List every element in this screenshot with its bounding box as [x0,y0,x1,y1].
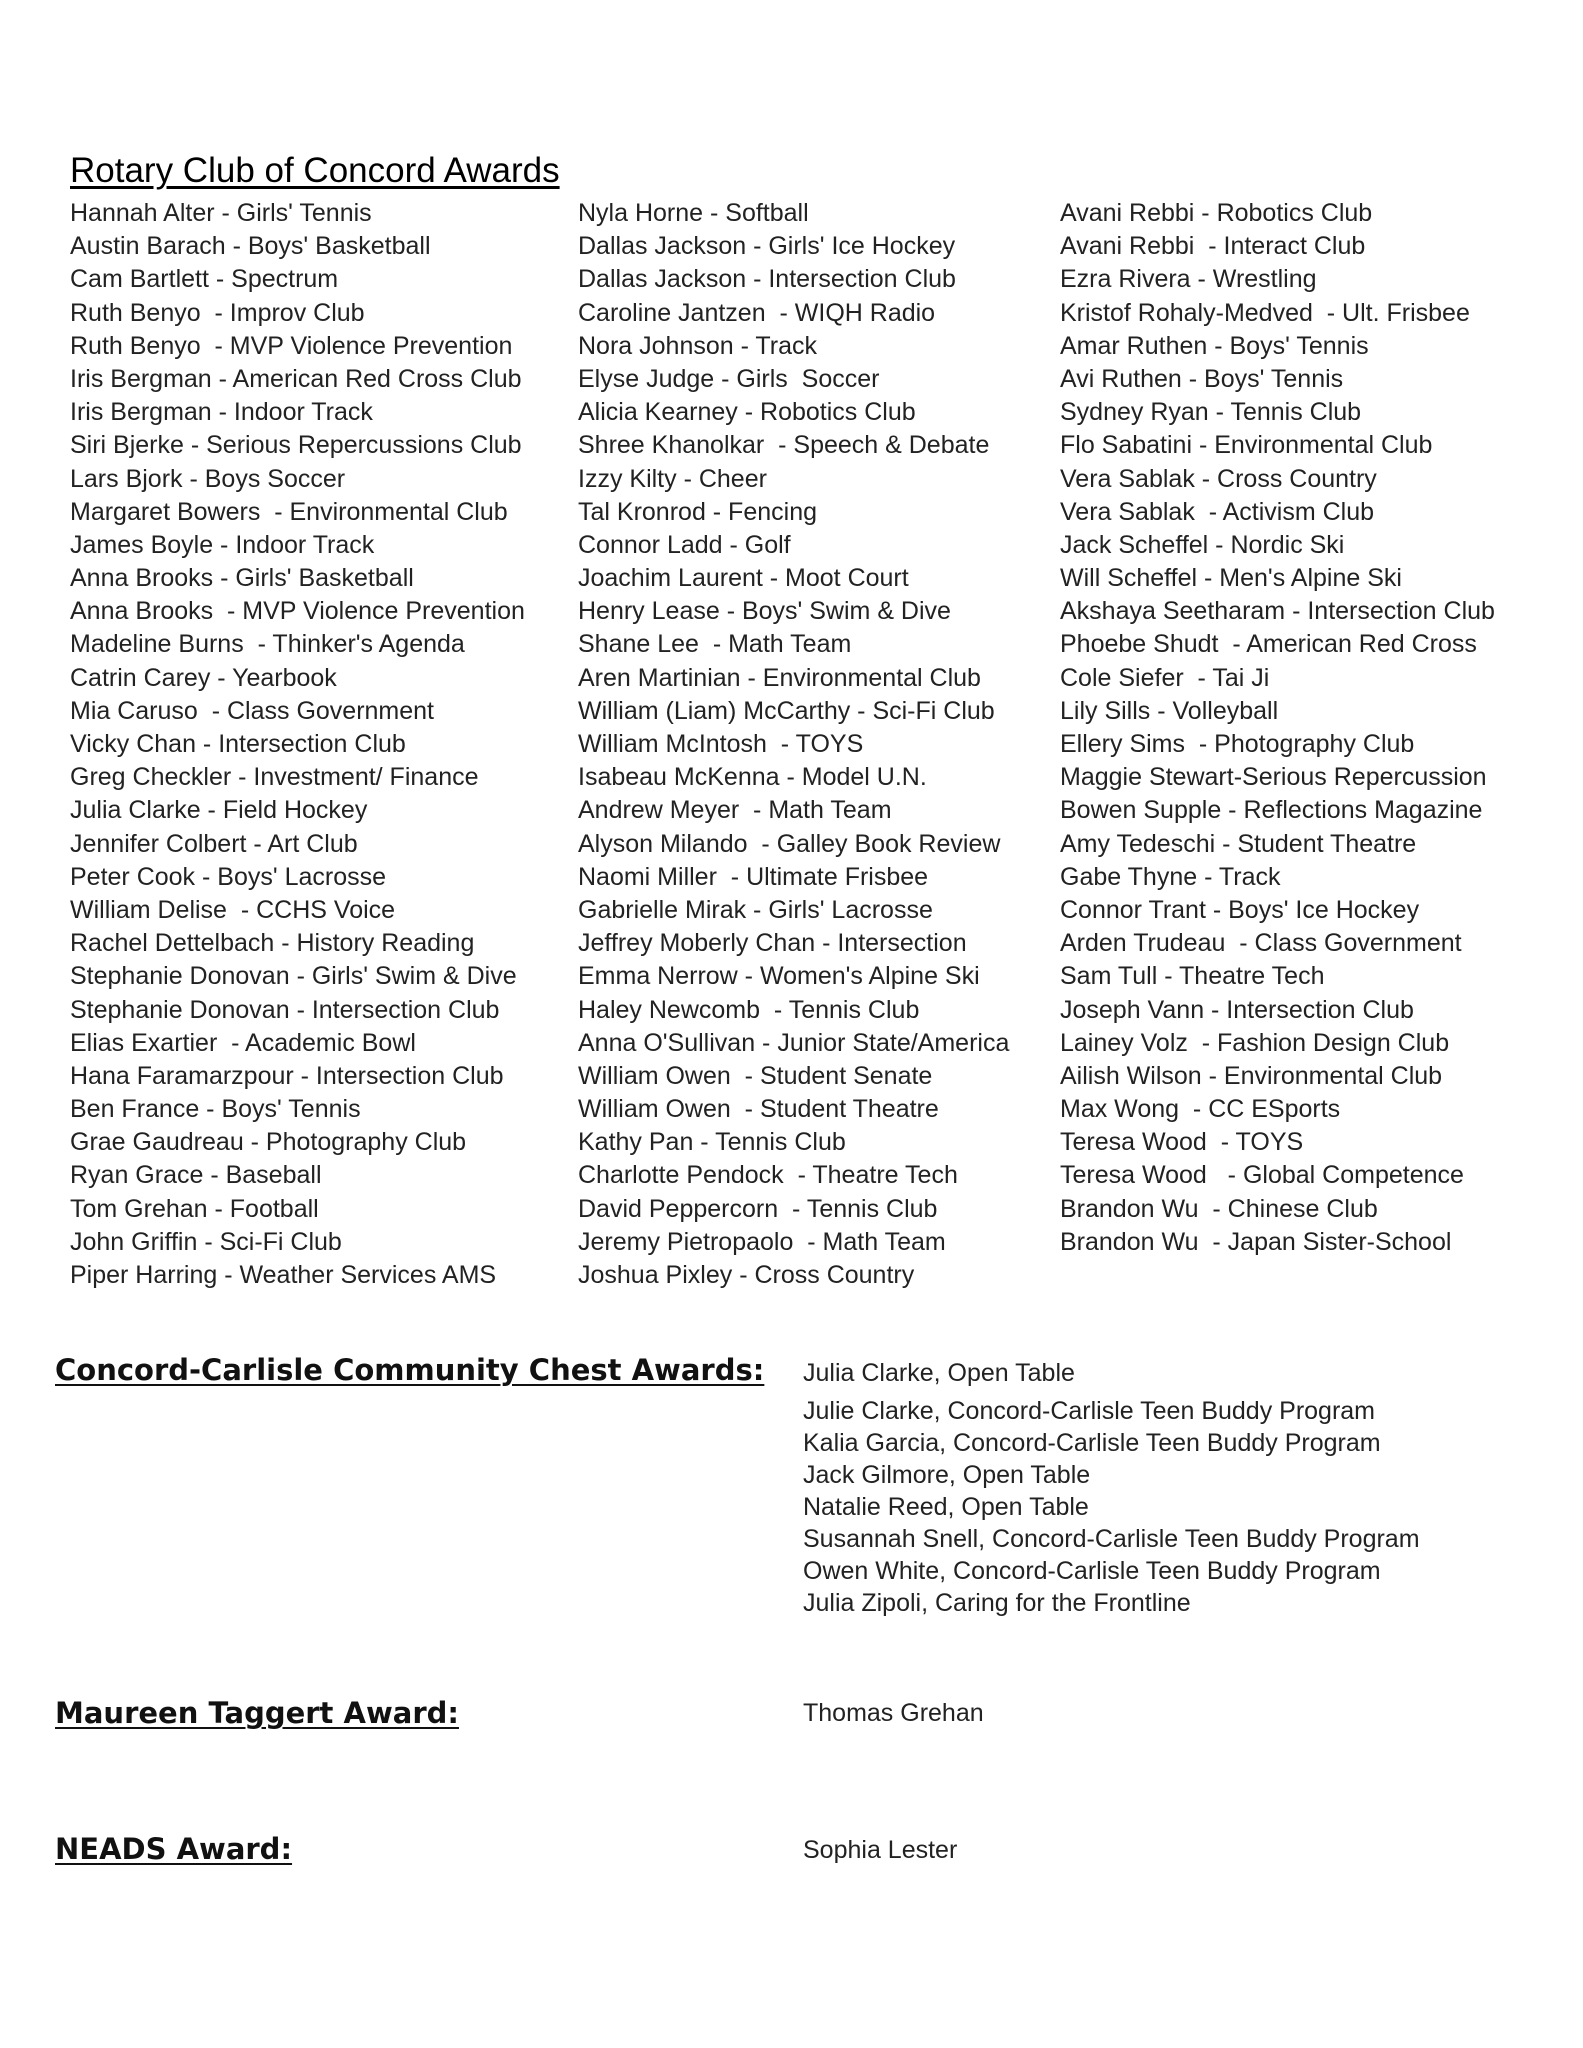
rotary-award-entry: Nyla Horne - Softball [578,199,809,227]
rotary-award-entry: Bowen Supple - Reflections Magazine [1060,796,1483,825]
maureen-taggert-recipient-list [803,1697,984,1729]
rotary-award-entry: Peter Cook - Boys' Lacrosse [70,862,387,891]
rotary-award-entry: Joshua Pixley - Cross Country [578,1261,915,1289]
rotary-award-entry: Avani Rebbi - Interact Club [1060,232,1366,261]
rotary-award-entry: Izzy Kilty - Cheer [578,464,767,493]
recipient-item: Susannah Snell, Concord-Carlisle Teen Buddy Program [803,1525,1420,1553]
rotary-award-entry: Hana Faramarzpour - Intersection Club [70,1061,504,1090]
rotary-award-entry: Lars Bjork - Boys Soccer [70,464,346,493]
rotary-award-entry: Elyse Judge - Girls Soccer [578,364,880,393]
rotary-award-entry: Vera Sablak - Activism Club [1060,497,1375,526]
rotary-award-entry: Ben France - Boys' Tennis [70,1095,361,1124]
rotary-award-entry: Grae Gaudreau - Photography Club [70,1128,467,1157]
rotary-award-entry: Stephanie Donovan - Girls' Swim & Dive [70,962,517,991]
rotary-award-entry: Will Scheffel - Men's Alpine Ski [1060,564,1402,593]
rotary-awards-title: Rotary Club of Concord Awards [70,151,560,190]
rotary-award-entry: Avi Ruthen - Boys' Tennis [1060,364,1344,393]
rotary-award-entry: Jack Scheffel - Nordic Ski [1060,530,1345,559]
rotary-award-entry: Shree Khanolkar - Speech & Debate [578,431,990,460]
recipient-item: Julia Clarke, Open Table [803,1359,1075,1387]
rotary-award-entry: William McIntosh - TOYS [578,730,864,758]
rotary-award-entry: Teresa Wood - Global Competence [1060,1161,1464,1190]
rotary-award-entry: Anna O'Sullivan - Junior State/America [578,1028,1010,1057]
rotary-award-entry: Phoebe Shudt - American Red Cross [1060,630,1477,659]
rotary-award-entry: Ezra Rivera - Wrestling [1060,265,1317,294]
rotary-award-entry: Greg Checkler - Investment/ Finance [70,763,479,792]
recipient-item: Natalie Reed, Open Table [803,1493,1089,1521]
rotary-award-entry: Jennifer Colbert - Art Club [70,829,358,858]
recipient-item: Owen White, Concord-Carlisle Teen Buddy Program [803,1557,1381,1585]
rotary-award-entry: Sam Tull - Theatre Tech [1060,962,1325,991]
rotary-award-entry: James Boyle - Indoor Track [70,530,375,559]
recipient-item: Sophia Lester [803,1836,958,1864]
rotary-award-entry: Emma Nerrow - Women's Alpine Ski [578,962,980,991]
rotary-award-entry: Avani Rebbi - Robotics Club [1060,199,1373,227]
rotary-award-entry: Caroline Jantzen - WIQH Radio [578,298,936,327]
rotary-award-entry: William (Liam) McCarthy - Sci-Fi Club [578,696,995,725]
recipient-item: Thomas Grehan [803,1699,984,1727]
rotary-column-1 [70,197,525,1292]
rotary-column-3 [1060,197,1495,1259]
rotary-award-entry: Anna Brooks - MVP Violence Prevention [70,597,525,626]
community-chest-first-recipient [803,1357,1075,1389]
rotary-award-entry: Cole Siefer - Tai Ji [1060,663,1270,692]
rotary-award-entry: Joseph Vann - Intersection Club [1060,995,1414,1024]
rotary-award-entry: Maggie Stewart-Serious Repercussion [1060,763,1487,792]
rotary-award-entry: Brandon Wu - Japan Sister-School [1060,1227,1452,1256]
recipient-item: Jack Gilmore, Open Table [803,1461,1091,1489]
rotary-award-entry: Joachim Laurent - Moot Court [578,564,909,593]
rotary-award-entry: Jeffrey Moberly Chan - Intersection [578,929,967,958]
rotary-award-entry: Stephanie Donovan - Intersection Club [70,995,500,1024]
rotary-award-entry: Tom Grehan - Football [70,1194,319,1223]
rotary-award-entry: Austin Barach - Boys' Basketball [70,232,431,261]
rotary-award-entry: Ruth Benyo - Improv Club [70,298,365,327]
rotary-award-entry: Rachel Dettelbach - History Reading [70,929,475,958]
rotary-award-entry: Dallas Jackson - Intersection Club [578,265,956,294]
rotary-award-entry: Ellery Sims - Photography Club [1060,730,1415,758]
rotary-award-entry: Alyson Milando - Galley Book Review [578,829,1001,858]
rotary-column-2 [578,197,1009,1292]
rotary-award-entry: Akshaya Seetharam - Intersection Club [1060,597,1495,626]
rotary-award-entry: Haley Newcomb - Tennis Club [578,995,920,1024]
neads-recipient-list [803,1834,957,1866]
rotary-award-entry: Henry Lease - Boys' Swim & Dive [578,597,951,626]
rotary-award-entry: Lily Sills - Volleyball [1060,696,1279,725]
rotary-award-entry: William Owen - Student Senate [578,1061,933,1090]
rotary-award-entry: Piper Harring - Weather Services AMS [70,1261,497,1289]
maureen-taggert-heading: Maureen Taggert Award: [55,1696,459,1730]
rotary-award-entry: Vera Sablak - Cross Country [1060,464,1377,493]
rotary-award-entry: Julia Clarke - Field Hockey [70,796,368,825]
rotary-award-entry: Amy Tedeschi - Student Theatre [1060,829,1417,858]
rotary-award-entry: Jeremy Pietropaolo - Math Team [578,1227,946,1256]
community-chest-recipient-list [803,1395,1420,1619]
community-chest-heading: Concord-Carlisle Community Chest Awards: [55,1353,765,1387]
rotary-award-entry: Gabrielle Mirak - Girls' Lacrosse [578,895,933,924]
rotary-award-entry: Dallas Jackson - Girls' Ice Hockey [578,232,956,261]
rotary-award-entry: Ryan Grace - Baseball [70,1161,322,1190]
rotary-award-entry: Charlotte Pendock - Theatre Tech [578,1161,958,1190]
rotary-award-entry: Iris Bergman - Indoor Track [70,398,373,427]
rotary-award-entry: Madeline Burns - Thinker's Agenda [70,630,465,659]
rotary-award-entry: Cam Bartlett - Spectrum [70,265,339,294]
rotary-award-entry: Shane Lee - Math Team [578,630,852,659]
rotary-award-entry: Mia Caruso - Class Government [70,696,435,725]
rotary-award-entry: Margaret Bowers - Environmental Club [70,497,508,526]
recipient-item: Julia Zipoli, Caring for the Frontline [803,1589,1191,1617]
rotary-award-entry: Nora Johnson - Track [578,331,817,360]
rotary-award-entry: Naomi Miller - Ultimate Frisbee [578,862,929,891]
rotary-award-entry: Anna Brooks - Girls' Basketball [70,564,414,593]
rotary-award-entry: John Griffin - Sci-Fi Club [70,1227,342,1256]
rotary-award-entry: Vicky Chan - Intersection Club [70,730,406,758]
rotary-award-entry: Iris Bergman - American Red Cross Club [70,364,522,393]
recipient-item: Julie Clarke, Concord-Carlisle Teen Buddy Program [803,1397,1376,1425]
rotary-award-entry: Kristof Rohaly-Medved - Ult. Frisbee [1060,298,1470,327]
rotary-award-entry: Kathy Pan - Tennis Club [578,1128,846,1157]
rotary-award-entry: Ailish Wilson - Environmental Club [1060,1061,1443,1090]
rotary-award-entry: Andrew Meyer - Math Team [578,796,892,825]
rotary-award-entry: Arden Trudeau - Class Government [1060,929,1462,958]
rotary-award-entry: Flo Sabatini - Environmental Club [1060,431,1433,460]
rotary-award-entry: Max Wong - CC ESports [1060,1095,1341,1124]
rotary-award-entry: William Delise - CCHS Voice [70,895,396,924]
recipient-item: Kalia Garcia, Concord-Carlisle Teen Buddy Program [803,1429,1381,1457]
rotary-award-entry: Sydney Ryan - Tennis Club [1060,398,1362,427]
rotary-award-entry: Teresa Wood - TOYS [1060,1128,1304,1157]
rotary-award-entry: Ruth Benyo - MVP Violence Prevention [70,331,513,360]
neads-heading: NEADS Award: [55,1832,293,1866]
rotary-award-entry: Lainey Volz - Fashion Design Club [1060,1028,1450,1057]
rotary-award-entry: Elias Exartier - Academic Bowl [70,1028,416,1057]
rotary-award-entry: Aren Martinian - Environmental Club [578,663,981,692]
rotary-award-entry: Tal Kronrod - Fencing [578,497,818,526]
rotary-award-entry: Connor Trant - Boys' Ice Hockey [1060,895,1420,924]
rotary-award-entry: Hannah Alter - Girls' Tennis [70,199,372,227]
rotary-award-entry: Amar Ruthen - Boys' Tennis [1060,331,1369,360]
rotary-award-entry: Siri Bjerke - Serious Repercussions Club [70,431,522,460]
rotary-award-entry: Brandon Wu - Chinese Club [1060,1194,1378,1223]
rotary-award-entry: Gabe Thyne - Track [1060,862,1281,891]
rotary-award-entry: Connor Ladd - Golf [578,530,791,559]
rotary-award-entry: Alicia Kearney - Robotics Club [578,398,916,427]
rotary-award-entry: David Peppercorn - Tennis Club [578,1194,938,1223]
rotary-award-entry: Isabeau McKenna - Model U.N. [578,763,927,792]
rotary-award-entry: William Owen - Student Theatre [578,1095,939,1124]
rotary-award-entry: Catrin Carey - Yearbook [70,663,337,692]
